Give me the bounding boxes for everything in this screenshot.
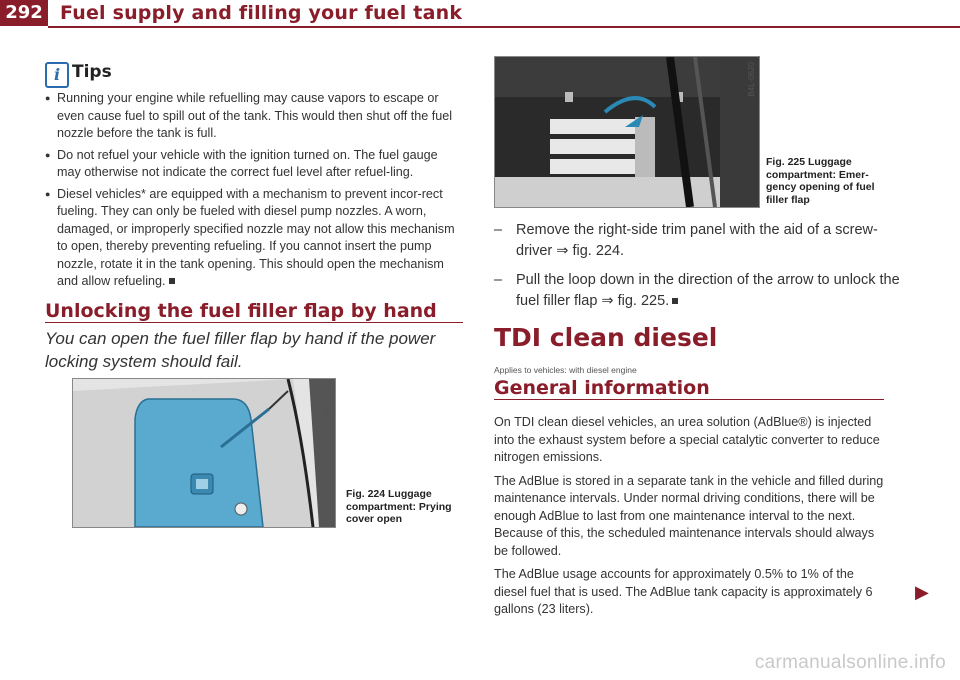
figure-225-caption: Fig. 225 Luggage compartment: Emer-gency opening of fuel filler flap [766, 156, 875, 206]
watermark: carmanualsonline.info [754, 652, 946, 673]
figure-224-caption: Fig. 224 Luggage compartment: Prying cover open [346, 488, 452, 525]
chapter-title: Fuel supply and filling your fuel tank [60, 2, 463, 24]
step-item: – Remove the right-side trim panel with the aid of a screw-driver ⇒ fig. 224. [494, 222, 878, 259]
trim-panel-illustration [73, 379, 335, 527]
tip-item: ● Running your engine while refuelling may cause vapors to escape or even cause fuel to spill out of the tank. This would then shut off the fuel nozzle before the tank is full. [45, 90, 463, 143]
figure-224-id: B4L-0755 [322, 384, 331, 419]
tdi-heading: TDI clean diesel [494, 323, 718, 352]
figure-224-image [72, 378, 336, 528]
paragraph: The AdBlue is stored in a separate tank in the vehicle and filled during maintenance intervals. Under normal driving conditions, there will be enough AdBlue to last from one maintenance interval to the next. Because of this, the scheduled maintenance intervals should always be followed. [494, 473, 884, 558]
end-marker-icon [169, 278, 175, 284]
section-rule [45, 322, 463, 323]
general-info-heading: General information [494, 377, 710, 399]
step-item: – Pull the loop down in the direction of the arrow to unlock the fuel filler flap ⇒ fig. 225. [494, 272, 900, 309]
section-intro: You can open the fuel filler flap by hand if the power locking system should fail. [45, 329, 436, 371]
continue-arrow-icon: ▶ [915, 582, 929, 602]
tips-list [45, 90, 463, 291]
section-heading-unlock: Unlocking the fuel filler flap by hand [45, 300, 437, 322]
figure-225-image [494, 56, 760, 208]
end-marker-icon [672, 298, 678, 304]
fuse-panel-illustration [495, 57, 759, 207]
figure-225-id: B4L-0620 [747, 62, 756, 97]
applies-note: Applies to vehicles: with diesel engine [494, 365, 637, 375]
tdi-body [494, 414, 886, 619]
header-rule [48, 26, 960, 28]
tip-item: ● Do not refuel your vehicle with the ignition turned on. The fuel gauge may otherwise not indicate the correct fuel level after refuel-ling. [45, 147, 463, 182]
info-icon: i [45, 62, 69, 88]
steps-list [494, 220, 904, 312]
tip-item: ● Diesel vehicles* are equipped with a mechanism to prevent incor-rect fueling. They can only be fueled with diesel pump nozzles. A worn, damaged, or improperly specified nozzle may not allow this mechanism to open, thereby preventing refueling. If you cannot insert the pump nozzle, rotate it in the tank opening. This should open the mechanism and allow refueling. [45, 186, 463, 291]
section-rule [494, 399, 884, 400]
tips-label: Tips [72, 62, 112, 82]
paragraph: The AdBlue usage accounts for approximately 0.5% to 1% of the diesel fuel that is used. The AdBlue tank capacity is approximately 6 gallons (23 liters). [494, 567, 873, 616]
paragraph: On TDI clean diesel vehicles, an urea solution (AdBlue®) is injected into the exhaust system before a special catalytic converter to reduce nitrogen emissions. [494, 415, 880, 464]
page-number: 292 [0, 0, 48, 26]
